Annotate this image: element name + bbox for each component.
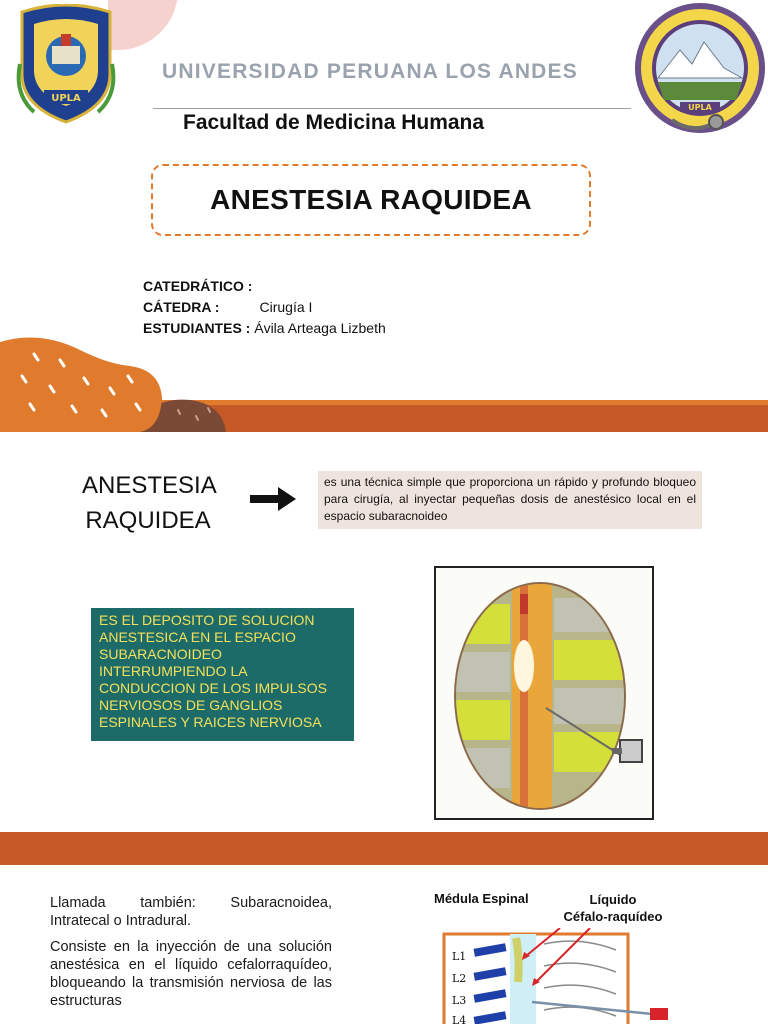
vertebra-label-l1: L1	[452, 950, 467, 963]
liquido-label-line1: Líquido	[589, 892, 637, 907]
university-logo-icon	[14, 4, 118, 124]
slide-subarachnoid	[0, 832, 768, 1024]
spine-illustration-frame	[434, 566, 654, 820]
faculty-name: Facultad de Medicina Humana	[183, 111, 485, 134]
vertebra-label-l3: L3	[452, 994, 467, 1007]
spine-illustration-icon	[436, 568, 652, 818]
logo-left-badge: UPLA	[51, 93, 81, 104]
estudiantes-value: Ávila Arteaga Lizbeth	[254, 320, 386, 336]
slide-title-text: ANESTESIA RAQUIDEA	[210, 184, 532, 215]
catedratico-label: CATEDRÁTICO :	[143, 278, 253, 294]
deposit-description-box: ES EL DEPOSITO DE SOLUCION ANESTESICA EN EL ESPACIO SUBARACNOIDEO INTERRUMPIENDO LA CONDUCCION DE LOS IMPULSOS NERVIOSOS DE GANGLIOS ESPINALES Y RAICES NERVIOSA	[91, 608, 354, 741]
catedra-row	[143, 297, 386, 318]
description-text	[50, 894, 332, 1018]
anestesia-label	[82, 468, 217, 538]
paragraph-also-called: Llamada también: Subaracnoidea, Intratecal o Intradural.	[50, 895, 332, 929]
title-box	[151, 164, 591, 236]
estudiantes-label: ESTUDIANTES :	[143, 320, 251, 336]
header-band	[0, 832, 768, 865]
medula-label: Médula Espinal	[434, 891, 529, 906]
anestesia-label-line2: RAQUIDEA	[85, 507, 211, 534]
slide-definition	[0, 432, 768, 832]
slide-title	[0, 0, 768, 432]
right-arrow-icon	[250, 487, 296, 511]
liquido-label	[558, 891, 668, 925]
lumbar-diagram-icon	[440, 928, 670, 1024]
definition-box: es una técnica simple que proporciona un rápido y profundo bloqueo para cirugía, al inyectar pequeñas dosis de anestésico local en el espacio subaracnoideo	[318, 471, 702, 529]
university-name: UNIVERSIDAD PERUANA LOS ANDES	[162, 60, 578, 83]
catedra-label: CÁTEDRA :	[143, 299, 220, 315]
anestesia-label-line1: ANESTESIA	[82, 472, 217, 499]
decorative-blob	[108, 0, 178, 50]
info-block	[143, 276, 386, 339]
liquido-label-line2: Céfalo-raquídeo	[563, 909, 663, 924]
paragraph-consists: Consiste en la inyección de una solución anestésica en el líquido cefalorraquídeo, bloqueando la transmisión nerviosa de las estructuras	[50, 939, 332, 1009]
vertebra-label-l4: L4	[452, 1014, 467, 1024]
logo-right-badge: UPLA	[688, 103, 712, 112]
faculty-logo-icon	[632, 2, 768, 138]
header-divider	[153, 108, 631, 109]
decorative-wave	[0, 336, 768, 432]
catedra-value: Cirugía I	[259, 299, 313, 315]
vertebra-label-l2: L2	[452, 972, 467, 985]
catedratico-row	[143, 276, 386, 297]
